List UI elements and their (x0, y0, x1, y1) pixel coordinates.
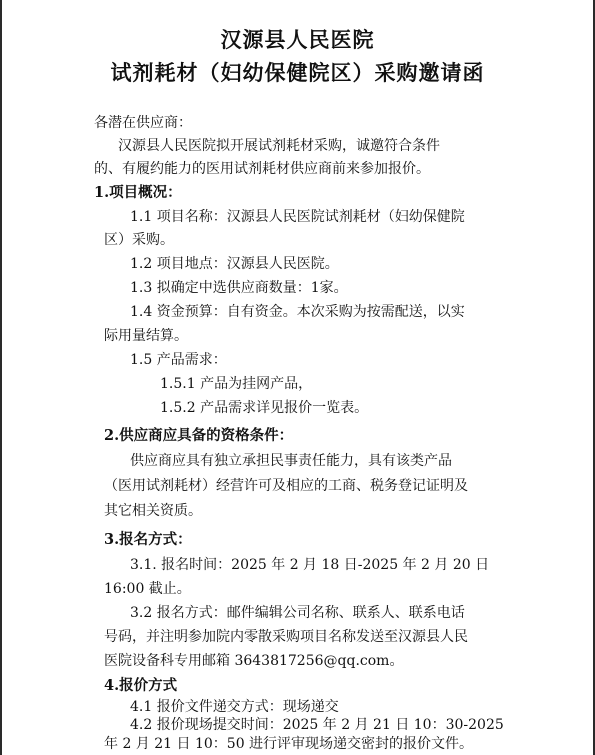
item-3-2-line-2: 号码，并注明参加院内零散采购项目名称发送至汉源县人民 (104, 629, 468, 645)
section-2-heading: 2.供应商应具备的资格条件： (104, 427, 294, 444)
salutation: 各潜在供应商： (94, 115, 192, 131)
item-1-1-line-1: 1.1 项目名称：汉源县人民医院试剂耗材（妇幼保健院 (130, 209, 465, 225)
item-3-1-line-2: 16:00 截止。 (104, 581, 191, 597)
page-edge-left (0, 0, 2, 755)
item-1-5-1: 1.5.1 产品为挂网产品， (160, 376, 313, 392)
item-4-2-line-2: 年 2 月 21 日 10：50 进行评审现场递交密封的报价文件。 (104, 736, 474, 752)
item-1-2: 1.2 项目地点：汉源县人民医院。 (130, 256, 339, 272)
qualification-line-3: 其它相关资质。 (104, 503, 202, 519)
item-1-1-line-2: 区）采购。 (104, 232, 174, 248)
section-1-heading: 1.项目概况： (94, 184, 182, 201)
item-1-5-2: 1.5.2 产品需求详见报价一览表。 (160, 400, 369, 416)
intro-line-2: 的、有履约能力的医用试剂耗材供应商前来参加报价。 (94, 161, 430, 177)
qualification-line-1: 供应商应具有独立承担民事责任能力，具有该类产品 (130, 453, 452, 469)
item-4-2-line-1: 4.2 报价现场提交时间：2025 年 2 月 21 日 10：30-2025 (130, 717, 504, 734)
item-3-1-line-1: 3.1. 报名时间：2025 年 2 月 18 日-2025 年 2 月 20 日 (130, 557, 490, 573)
item-1-4-line-1: 1.4 资金预算：自有资金。本次采购为按需配送，以实 (130, 304, 465, 320)
document-title: 汉源县人民医院 (220, 27, 375, 52)
section-4-heading: 4.报价方式 (104, 677, 178, 695)
item-3-2-line-3: 医院设备科专用邮箱 3643817256@qq.com。 (104, 653, 404, 669)
document-subtitle: 试剂耗材（妇幼保健院区）采购邀请函 (110, 60, 485, 85)
qualification-line-2: （医用试剂耗材）经营许可及相应的工商、税务登记证明及 (104, 478, 468, 494)
item-1-3: 1.3 拟确定中选供应商数量：1家。 (130, 280, 348, 296)
item-1-4-line-2: 际用量结算。 (104, 328, 188, 344)
item-1-5: 1.5 产品需求： (130, 352, 227, 368)
intro-line-1: 汉源县人民医院拟开展试剂耗材采购，诚邀符合条件 (118, 138, 440, 154)
item-3-2-line-1: 3.2 报名方式：邮件编辑公司名称、联系人、联系电话 (130, 605, 465, 621)
section-3-heading: 3.报名方式： (104, 531, 192, 548)
item-4-1: 4.1 报价文件递交方式：现场递交 (130, 698, 339, 715)
